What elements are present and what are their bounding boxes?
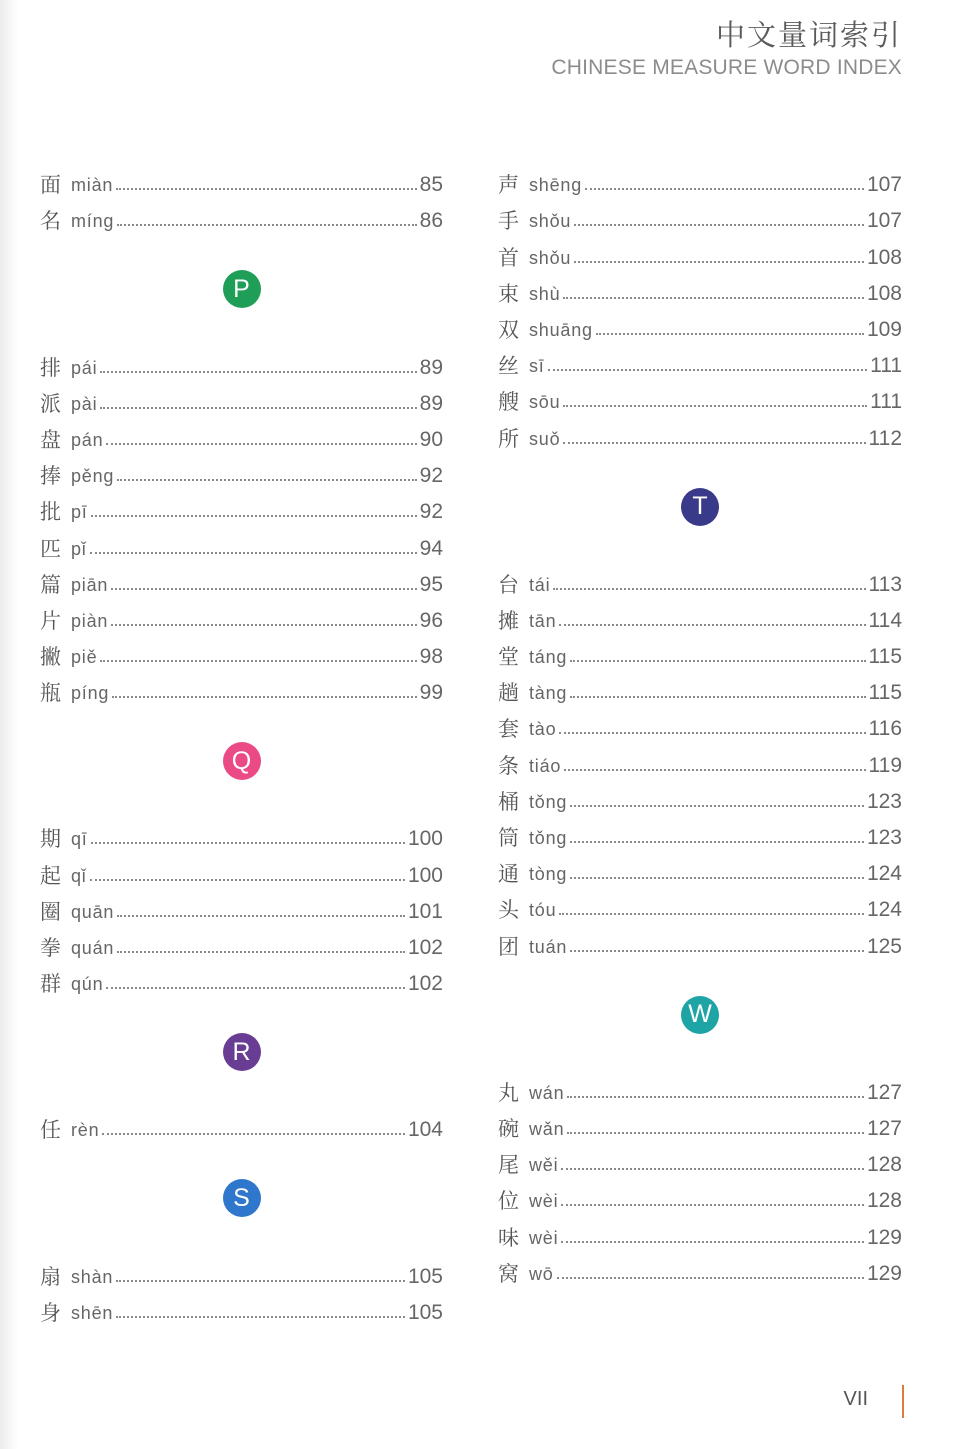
dot-leader (91, 842, 405, 844)
entry-pinyin: quān (71, 901, 115, 922)
section-letter-wrap (40, 1143, 443, 1253)
dot-leader (102, 1133, 405, 1135)
entry-hanzi: 丸 (498, 1080, 519, 1105)
entry-pinyin: pái (71, 357, 98, 378)
section-letter-badge: T (681, 488, 719, 526)
entry-hanzi: 身 (40, 1300, 61, 1325)
dot-leader (561, 1241, 864, 1243)
entry-pinyin: tǒng (529, 791, 568, 812)
entry-page-number: 90 (419, 427, 443, 451)
entry-pinyin: wǎn (529, 1118, 565, 1139)
entry-page-number: 127 (866, 1116, 902, 1140)
dot-leader (570, 841, 864, 843)
entry-pinyin: wěi (529, 1155, 559, 1176)
page-number: VII (843, 1388, 868, 1410)
entry-pinyin: shàn (71, 1266, 114, 1287)
index-entry (40, 598, 443, 634)
index-entry (40, 1290, 443, 1326)
entry-page-number: 89 (419, 355, 443, 379)
page-header (551, 16, 902, 82)
index-entry (40, 198, 443, 234)
index-title-chinese: 中文量词索引 (715, 18, 902, 52)
entry-hanzi: 任 (40, 1118, 61, 1143)
dot-leader (567, 1096, 864, 1098)
dot-leader (91, 515, 417, 517)
entry-page-number: 112 (868, 426, 902, 450)
dot-leader (116, 188, 416, 190)
index-entry (40, 453, 443, 489)
entry-hanzi: 捧 (40, 464, 61, 489)
entry-hanzi: 盘 (40, 427, 61, 452)
entry-page-number: 128 (866, 1153, 902, 1177)
index-entry (498, 670, 902, 706)
index-entry (40, 816, 443, 852)
dot-leader (561, 1204, 864, 1206)
section-letter-wrap (40, 706, 443, 816)
index-entry (40, 489, 443, 525)
entry-page-number: 92 (419, 500, 443, 524)
entry-hanzi: 通 (498, 862, 519, 887)
index-entry (498, 234, 902, 270)
dot-leader (574, 224, 864, 226)
index-entry (498, 598, 902, 634)
entry-hanzi: 扇 (40, 1264, 61, 1289)
entry-pinyin: shǒu (529, 211, 572, 232)
dot-leader (100, 660, 416, 662)
entry-hanzi: 团 (498, 934, 519, 959)
index-entry (498, 1178, 902, 1214)
entry-hanzi: 味 (498, 1225, 519, 1250)
entry-hanzi: 排 (40, 355, 61, 380)
entry-hanzi: 起 (40, 863, 61, 888)
entry-pinyin: tuán (529, 936, 568, 957)
entry-hanzi: 窝 (498, 1261, 519, 1286)
entry-page-number: 128 (866, 1189, 902, 1213)
entry-hanzi: 匹 (40, 536, 61, 561)
dot-leader (548, 369, 867, 371)
entry-pinyin: shù (529, 283, 561, 304)
entry-page-number: 89 (419, 391, 443, 415)
index-entry (498, 1214, 902, 1250)
entry-page-number: 104 (407, 1118, 443, 1142)
page-number-accent-bar (902, 1385, 904, 1418)
index-entry (40, 925, 443, 961)
index-entry (498, 1142, 902, 1178)
entry-hanzi: 期 (40, 827, 61, 852)
entry-hanzi: 派 (40, 391, 61, 416)
index-column-right (498, 162, 902, 1287)
entry-page-number: 127 (866, 1080, 902, 1104)
entry-page-number: 111 (870, 354, 902, 378)
dot-leader (553, 588, 865, 590)
entry-hanzi: 圈 (40, 899, 61, 924)
entry-pinyin: tàng (529, 683, 568, 704)
entry-pinyin: pán (71, 429, 104, 450)
dot-leader (90, 552, 417, 554)
dot-leader (100, 407, 416, 409)
index-entry (498, 923, 902, 959)
entry-pinyin: wán (529, 1082, 565, 1103)
index-entry (40, 1107, 443, 1143)
section-letter-badge: Q (223, 742, 261, 780)
entry-hanzi: 瓶 (40, 681, 61, 706)
entry-page-number: 105 (407, 1264, 443, 1288)
entry-hanzi: 批 (40, 500, 61, 525)
section-letter-badge: W (681, 996, 719, 1034)
entry-page-number: 107 (866, 209, 902, 233)
entry-pinyin: tào (529, 719, 557, 740)
entry-hanzi: 套 (498, 717, 519, 742)
entry-hanzi: 趟 (498, 681, 519, 706)
index-entry (40, 162, 443, 198)
entry-page-number: 115 (868, 681, 902, 705)
entry-hanzi: 台 (498, 572, 519, 597)
entry-pinyin: píng (71, 683, 110, 704)
entry-hanzi: 首 (498, 245, 519, 270)
index-entry (498, 815, 902, 851)
entry-pinyin: pěng (71, 466, 115, 487)
index-entry (40, 1253, 443, 1289)
index-entry (498, 379, 902, 415)
entry-pinyin: tǒng (529, 828, 568, 848)
entry-page-number: 100 (407, 827, 443, 851)
index-entry (40, 344, 443, 380)
dot-leader (567, 1132, 864, 1134)
index-entry (40, 417, 443, 453)
entry-hanzi: 尾 (498, 1153, 519, 1178)
index-entry (40, 525, 443, 561)
dot-leader (570, 950, 864, 952)
entry-pinyin: míng (71, 211, 115, 232)
entry-pinyin: tóu (529, 900, 557, 921)
dot-leader (100, 371, 416, 373)
entry-hanzi: 名 (40, 209, 61, 234)
dot-leader (563, 297, 864, 299)
dot-leader (106, 443, 416, 445)
entry-page-number: 109 (866, 317, 902, 341)
entry-pinyin: piàn (71, 610, 109, 631)
dot-leader (559, 732, 865, 734)
entry-page-number: 105 (407, 1300, 443, 1324)
dot-leader (570, 660, 865, 662)
entry-pinyin: tái (529, 574, 551, 595)
dot-leader (116, 1316, 405, 1318)
section-letter-badge: P (223, 270, 261, 308)
entry-page-number: 99 (419, 681, 443, 705)
dot-leader (585, 188, 864, 190)
entry-pinyin: pài (71, 393, 98, 414)
entry-hanzi: 条 (498, 753, 519, 778)
index-entry (40, 670, 443, 706)
index-entry (498, 706, 902, 742)
section-letter-badge: S (223, 1179, 261, 1217)
entry-page-number: 108 (866, 245, 902, 269)
index-entry (40, 889, 443, 925)
entry-hanzi: 艘 (498, 390, 519, 415)
entry-page-number: 124 (866, 898, 902, 922)
entry-hanzi: 篇 (40, 572, 61, 597)
entry-hanzi: 丝 (498, 354, 519, 379)
entry-page-number: 96 (419, 608, 443, 632)
index-entry (40, 852, 443, 888)
entry-page-number: 95 (419, 572, 443, 596)
index-entry (498, 162, 902, 198)
index-title-english: CHINESE MEASURE WORD INDEX (551, 56, 902, 79)
entry-pinyin: qǐ (71, 865, 87, 886)
entry-page-number: 85 (419, 173, 443, 197)
entry-page-number: 108 (866, 281, 902, 305)
entry-page-number: 114 (868, 608, 902, 632)
entry-page-number: 107 (866, 173, 902, 197)
entry-page-number: 116 (868, 717, 902, 741)
entry-hanzi: 撇 (40, 645, 61, 670)
dot-leader (90, 879, 405, 881)
dot-leader (111, 588, 416, 590)
index-entry (498, 1251, 902, 1287)
entry-hanzi: 双 (498, 317, 519, 342)
entry-pinyin: wèi (529, 1227, 559, 1248)
dot-leader (563, 442, 865, 444)
entry-pinyin: qī (71, 829, 88, 850)
section-letter-badge: R (223, 1033, 261, 1071)
entry-hanzi: 片 (40, 608, 61, 633)
entry-pinyin: shǒu (529, 247, 572, 268)
dot-leader (570, 696, 865, 698)
entry-hanzi: 位 (498, 1189, 519, 1214)
dot-leader (570, 877, 864, 879)
entry-page-number: 101 (407, 899, 443, 923)
index-entry (498, 271, 902, 307)
dot-leader (563, 405, 867, 407)
entry-pinyin: shēn (71, 1302, 114, 1323)
index-entry (498, 851, 902, 887)
entry-hanzi: 堂 (498, 645, 519, 670)
index-entry (498, 1070, 902, 1106)
entry-pinyin: piān (71, 574, 109, 595)
dot-leader (117, 479, 416, 481)
entry-pinyin: wō (529, 1263, 554, 1284)
dot-leader (559, 624, 865, 626)
entry-page-number: 94 (419, 536, 443, 560)
entry-page-number: 115 (868, 645, 902, 669)
dot-leader (117, 915, 405, 917)
entry-pinyin: tān (529, 610, 557, 631)
entry-page-number: 111 (870, 390, 902, 414)
index-entry (498, 198, 902, 234)
index-entry (498, 562, 902, 598)
entry-page-number: 100 (407, 863, 443, 887)
entry-page-number: 119 (868, 753, 902, 777)
entry-page-number: 129 (866, 1261, 902, 1285)
index-column-left (40, 162, 443, 1326)
index-entry (498, 415, 902, 451)
section-letter-wrap (498, 452, 902, 562)
entry-hanzi: 头 (498, 898, 519, 923)
entry-pinyin: sī (529, 356, 545, 377)
index-entry (498, 742, 902, 778)
entry-pinyin: pī (71, 502, 88, 523)
entry-hanzi: 碗 (498, 1116, 519, 1141)
entry-pinyin: tòng (529, 864, 568, 885)
dot-leader (574, 261, 864, 263)
entry-pinyin: wèi (529, 1191, 559, 1212)
entry-page-number: 113 (868, 572, 902, 596)
dot-leader (117, 224, 416, 226)
index-entry (498, 1106, 902, 1142)
entry-page-number: 98 (419, 645, 443, 669)
index-entry (40, 634, 443, 670)
dot-leader (559, 913, 864, 915)
page-edge-shadow (0, 0, 18, 1449)
entry-page-number: 92 (419, 464, 443, 488)
entry-pinyin: piě (71, 647, 98, 668)
dot-leader (117, 951, 405, 953)
dot-leader (570, 805, 864, 807)
entry-pinyin: miàn (71, 175, 114, 196)
entry-pinyin: quán (71, 938, 115, 958)
entry-page-number: 102 (407, 936, 443, 959)
entry-pinyin: rèn (71, 1120, 100, 1141)
section-letter-wrap (40, 997, 443, 1107)
entry-hanzi: 拳 (40, 936, 61, 960)
dot-leader (596, 333, 864, 335)
index-entry (498, 887, 902, 923)
entry-page-number: 102 (407, 972, 443, 996)
dot-leader (557, 1277, 864, 1279)
entry-hanzi: 筒 (498, 826, 519, 850)
entry-pinyin: qún (71, 974, 104, 995)
index-entry (40, 961, 443, 997)
entry-page-number: 124 (866, 862, 902, 886)
dot-leader (561, 1168, 864, 1170)
entry-hanzi: 声 (498, 173, 519, 198)
section-letter-wrap (40, 234, 443, 344)
index-entry (498, 779, 902, 815)
entry-pinyin: shēng (529, 175, 583, 196)
index-entry (498, 307, 902, 343)
dot-leader (116, 1280, 405, 1282)
dot-leader (112, 696, 416, 698)
entry-pinyin: pǐ (71, 538, 87, 559)
entry-hanzi: 所 (498, 426, 519, 451)
entry-hanzi: 手 (498, 209, 519, 234)
section-letter-wrap (498, 960, 902, 1070)
entry-page-number: 123 (866, 826, 902, 849)
dot-leader (106, 987, 405, 989)
entry-pinyin: táng (529, 647, 568, 668)
dot-leader (564, 769, 865, 771)
entry-hanzi: 桶 (498, 789, 519, 814)
entry-hanzi: 束 (498, 281, 519, 306)
entry-page-number: 86 (419, 209, 443, 233)
entry-hanzi: 群 (40, 972, 61, 997)
index-entry (498, 634, 902, 670)
entry-hanzi: 摊 (498, 608, 519, 633)
entry-page-number: 129 (866, 1225, 902, 1249)
entry-pinyin: suǒ (529, 428, 561, 449)
entry-pinyin: shuāng (529, 319, 593, 340)
index-entry (498, 343, 902, 379)
entry-page-number: 125 (866, 934, 902, 958)
index-entry (40, 381, 443, 417)
entry-page-number: 123 (866, 789, 902, 813)
entry-pinyin: sōu (529, 392, 561, 413)
entry-pinyin: tiáo (529, 755, 562, 776)
entry-hanzi: 面 (40, 173, 61, 198)
dot-leader (111, 624, 416, 626)
index-entry (40, 562, 443, 598)
